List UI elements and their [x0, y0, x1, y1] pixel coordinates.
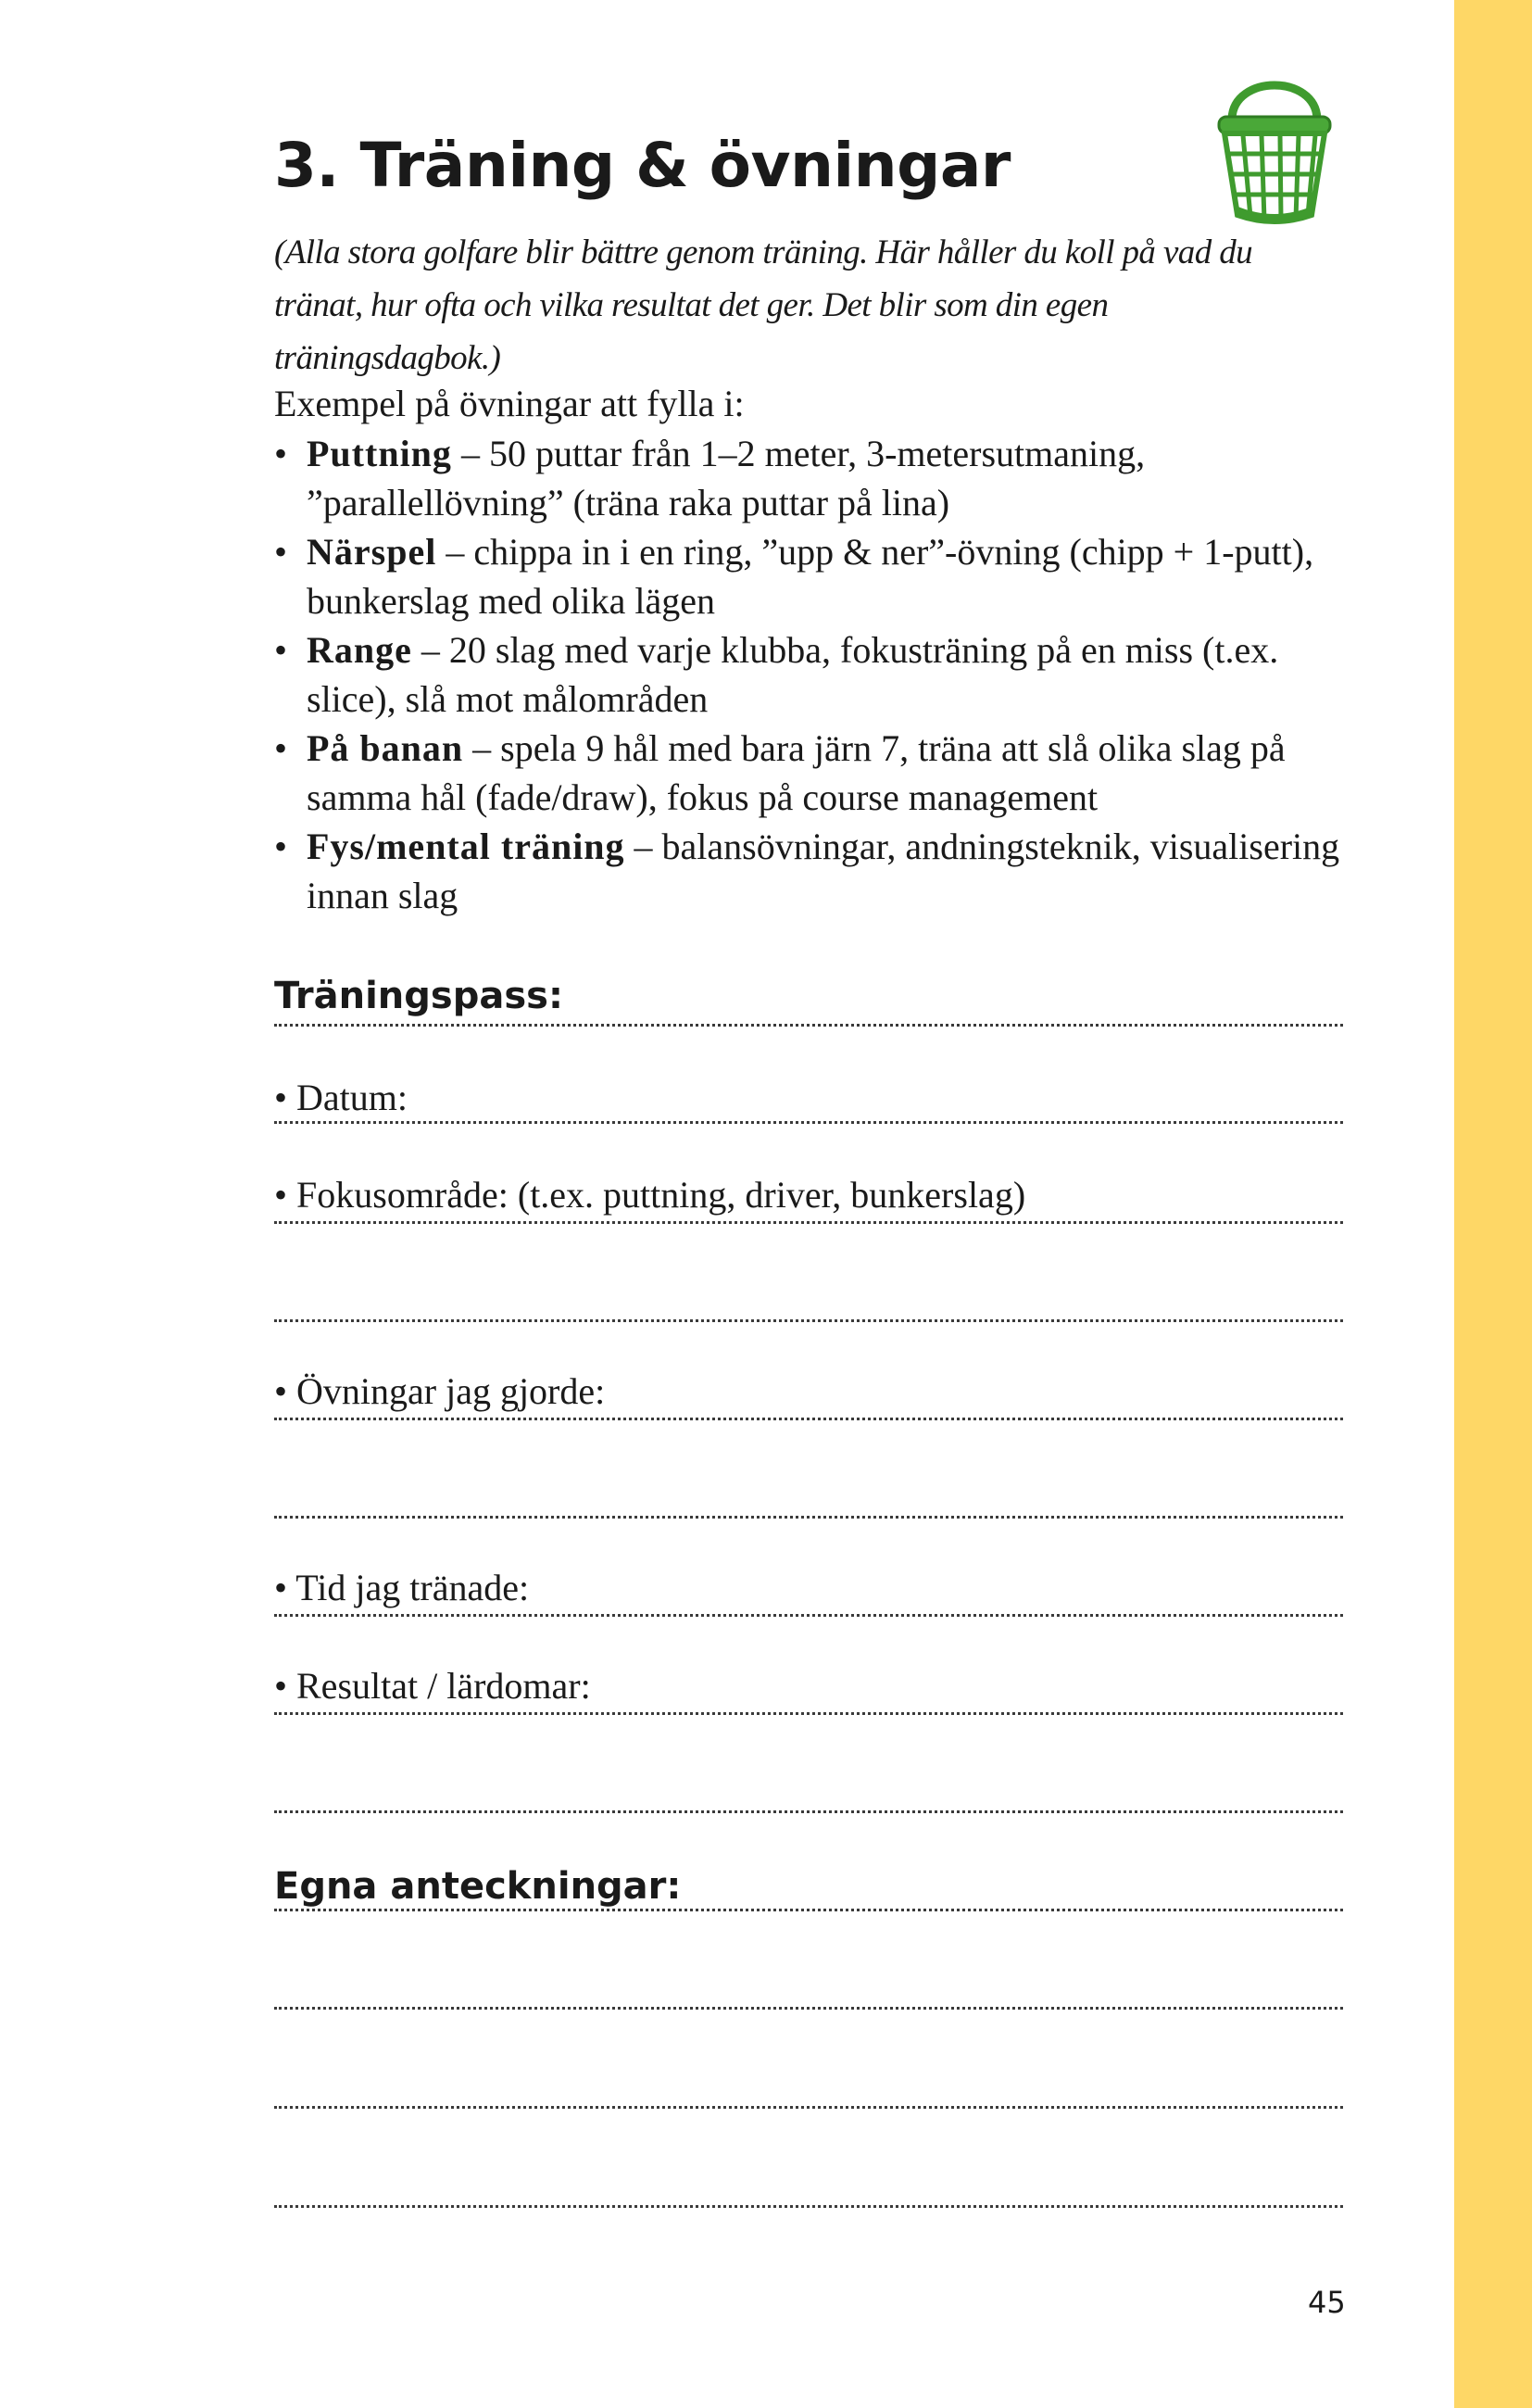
bullet: • — [274, 531, 288, 573]
examples-label: Exempel på övningar att fylla i: — [274, 383, 745, 424]
example-term: Puttning — [307, 433, 452, 474]
list-item — [274, 429, 1367, 527]
example-text: – spela 9 hål med bara järn 7, träna att slå olika slag på samma hål (fade/draw), fokus på course management — [307, 727, 1286, 818]
field-label-datum: • Datum: — [274, 1077, 408, 1118]
write-line-datum[interactable] — [274, 1121, 1343, 1124]
example-term: Fys/mental träning — [307, 826, 625, 867]
page-title: 3. Träning & övningar — [274, 130, 1011, 201]
write-line[interactable] — [274, 1810, 1343, 1813]
example-term: Range — [307, 629, 412, 671]
page-number: 45 — [1308, 2285, 1346, 2320]
write-line[interactable] — [274, 1319, 1343, 1322]
field-label-resultat: • Resultat / lärdomar: — [274, 1665, 591, 1707]
field-label-tid: • Tid jag tränade: — [274, 1567, 530, 1608]
write-line-notes[interactable] — [274, 2205, 1343, 2208]
bullet: • — [274, 433, 288, 474]
write-line-tid[interactable] — [274, 1614, 1343, 1617]
list-item — [274, 527, 1367, 625]
example-term: Närspel — [307, 531, 437, 573]
basket-icon — [1215, 65, 1334, 228]
write-line-notes[interactable] — [274, 1909, 1343, 1911]
list-item — [274, 724, 1367, 822]
write-line-ovningar[interactable] — [274, 1418, 1343, 1420]
bullet: • — [274, 826, 288, 867]
side-stripe — [1454, 0, 1532, 2408]
examples-list — [274, 429, 1367, 920]
field-label-fokus: • Fokusområde: (t.ex. puttning, driver, bunkerslag) — [274, 1174, 1026, 1216]
write-line-notes[interactable] — [274, 2106, 1343, 2109]
notes-heading: Egna anteckningar: — [274, 1865, 682, 1908]
list-item — [274, 822, 1367, 920]
write-line-resultat[interactable] — [274, 1712, 1343, 1715]
bullet: • — [274, 629, 288, 671]
example-text: – 50 puttar från 1–2 meter, 3-metersutmaning, ”parallellövning” (träna raka puttar på lina) — [307, 433, 1146, 523]
example-text: – 20 slag med varje klubba, fokusträning på en miss (t.ex. slice), slå mot målområden — [307, 629, 1279, 720]
intro-text: (Alla stora golfare blir bättre genom träning. Här håller du koll på vad du tränat, hur ofta och vilka resultat det ger. Det blir som din egen träningsdagbok.) — [274, 233, 1253, 377]
example-text: – chippa in i en ring, ”upp & ner”-övning (chipp + 1-putt), bunkerslag med olika lägen — [307, 531, 1314, 622]
write-line[interactable] — [274, 1024, 1343, 1027]
write-line[interactable] — [274, 1516, 1343, 1519]
training-heading: Träningspass: — [274, 975, 563, 1017]
field-label-ovningar: • Övningar jag gjorde: — [274, 1370, 606, 1412]
example-term: På banan — [307, 727, 464, 769]
bullet: • — [274, 727, 288, 769]
list-item — [274, 625, 1367, 724]
write-line-fokus[interactable] — [274, 1221, 1343, 1224]
example-text: – balansövningar, andningsteknik, visualisering innan slag — [307, 826, 1340, 916]
write-line-notes[interactable] — [274, 2007, 1343, 2010]
